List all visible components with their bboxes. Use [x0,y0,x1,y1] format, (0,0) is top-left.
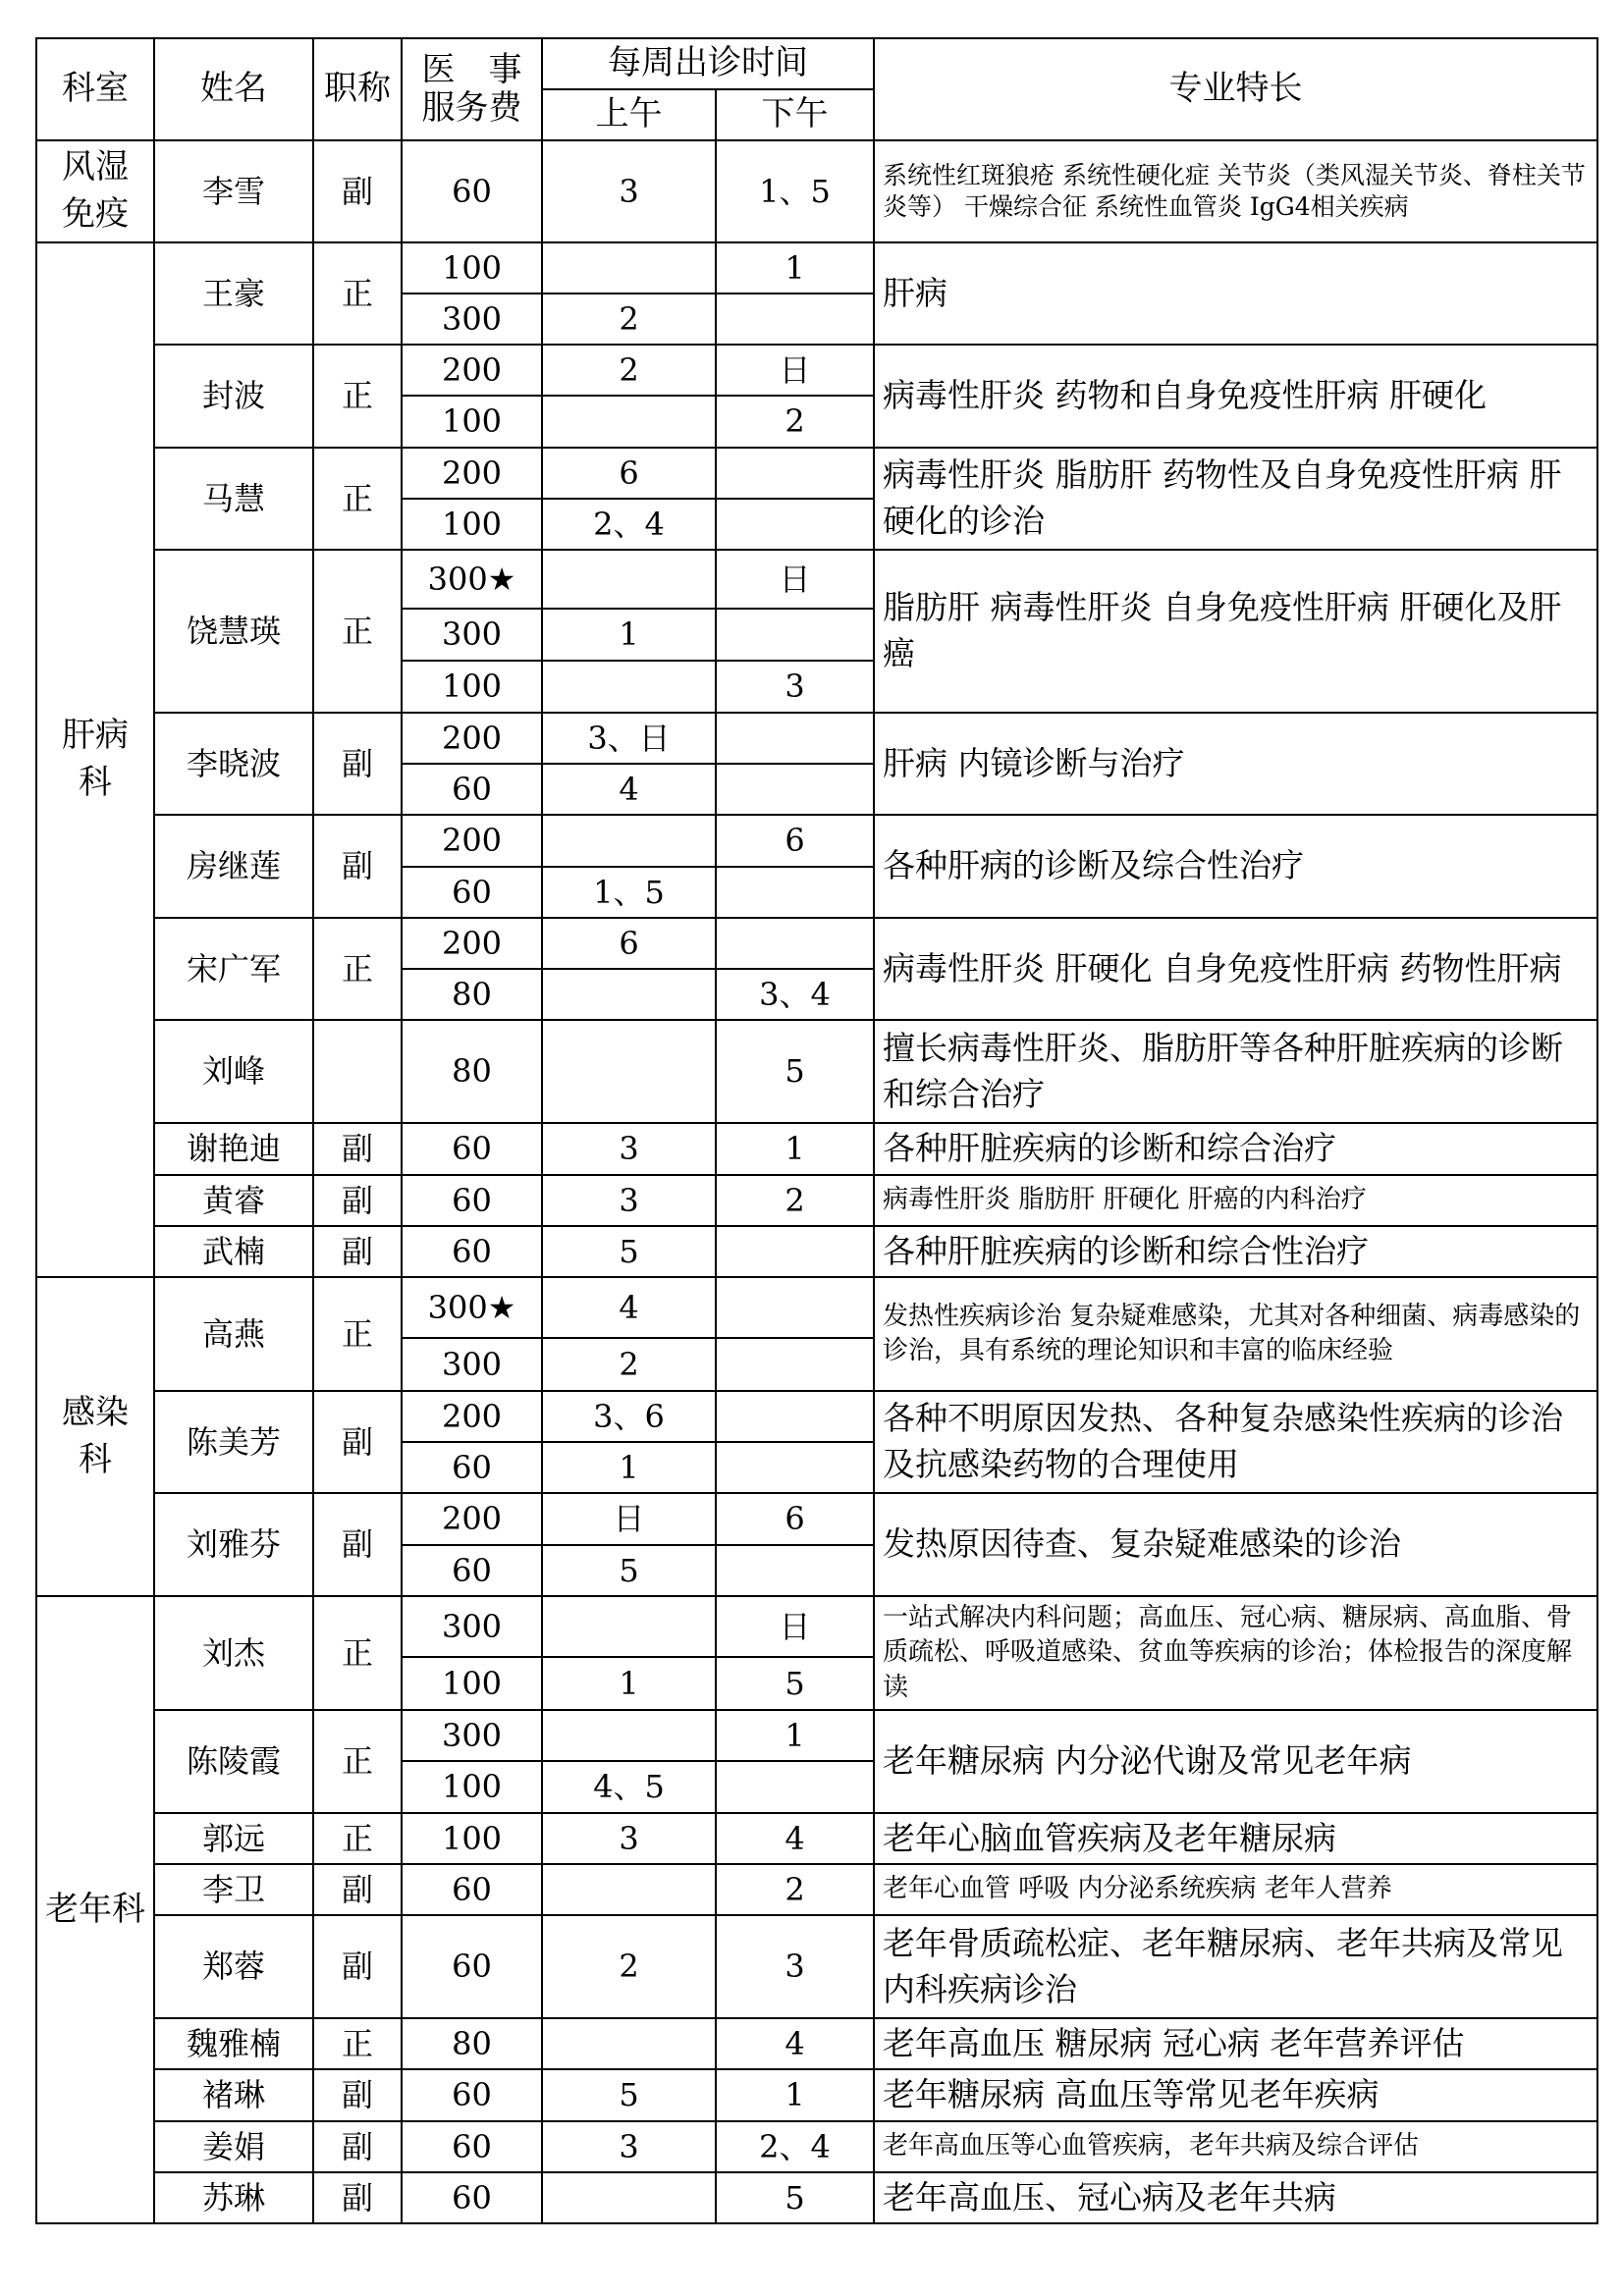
morning-schedule: 3、6 [542,1391,716,1442]
doctor-title: 正 [313,1277,402,1391]
service-fee: 200 [402,815,542,867]
specialty-cell: 老年高血压等心血管疾病，老年共病及综合评估 [874,2121,1597,2172]
morning-schedule: 6 [542,918,716,969]
service-fee: 60 [402,1442,542,1493]
header-specialty: 专业特长 [874,38,1597,140]
table-row [36,1813,1597,1864]
afternoon-schedule: 6 [716,1493,874,1545]
morning-schedule [542,815,716,867]
specialty-cell: 病毒性肝炎 脂肪肝 药物性及自身免疫性肝病 肝硬化的诊治 [874,448,1597,550]
doctor-title: 副 [313,1123,402,1175]
header-row-1 [36,38,1597,89]
afternoon-schedule: 3、4 [716,969,874,1020]
table-row [36,1226,1597,1277]
afternoon-schedule: 2、4 [716,2121,874,2172]
service-fee: 80 [402,2018,542,2069]
morning-schedule: 2 [542,345,716,396]
specialty-cell: 老年糖尿病 高血压等常见老年疾病 [874,2069,1597,2121]
doctor-title: 副 [313,1864,402,1915]
afternoon-schedule [716,499,874,550]
specialty-cell: 病毒性肝炎 肝硬化 自身免疫性肝病 药物性肝病 [874,918,1597,1020]
morning-schedule: 3 [542,2121,716,2172]
specialty-cell: 脂肪肝 病毒性肝炎 自身免疫性肝病 肝硬化及肝癌 [874,550,1597,713]
doctor-name: 封波 [154,345,313,448]
service-fee: 300 [402,1596,542,1657]
doctor-title: 正 [313,550,402,713]
morning-schedule: 3 [542,1175,716,1226]
afternoon-schedule [716,918,874,969]
morning-schedule: 4 [542,764,716,815]
service-fee: 60 [402,867,542,918]
morning-schedule [542,550,716,609]
doctor-title: 正 [313,1813,402,1864]
service-fee: 300★ [402,1277,542,1338]
service-fee: 200 [402,345,542,396]
header-fee-line2: 服务费 [421,88,522,128]
doctor-title: 正 [313,2018,402,2069]
morning-schedule: 2 [542,1338,716,1391]
specialty-cell: 发热原因待查、复杂疑难感染的诊治 [874,1493,1597,1596]
afternoon-schedule: 日 [716,1596,874,1657]
header-pm: 下午 [716,89,874,140]
afternoon-schedule [716,1277,874,1338]
doctor-title: 副 [313,2172,402,2223]
doctor-name: 苏琳 [154,2172,313,2223]
afternoon-schedule: 日 [716,345,874,396]
table-row [36,448,1597,499]
header-fee-line1: 医 事 [421,49,522,89]
service-fee: 100 [402,242,542,294]
doctor-name: 武楠 [154,1226,313,1277]
table-row [36,242,1597,294]
table-row [36,1175,1597,1226]
morning-schedule [542,396,716,448]
morning-schedule: 2、4 [542,499,716,550]
morning-schedule: 1 [542,1657,716,1710]
doctor-title: 正 [313,1710,402,1813]
specialty-cell: 系统性红斑狼疮 系统性硬化症 关节炎（类风湿关节炎、脊柱关节炎等） 干燥综合征 系统性血管炎 IgG4相关疾病 [874,140,1597,242]
morning-schedule: 3、日 [542,713,716,764]
afternoon-schedule [716,294,874,345]
doctor-title [313,1020,402,1123]
table-row [36,140,1597,242]
service-fee: 300 [402,609,542,661]
afternoon-schedule [716,1226,874,1277]
morning-schedule [542,2018,716,2069]
service-fee: 100 [402,499,542,550]
afternoon-schedule: 4 [716,1813,874,1864]
afternoon-schedule: 2 [716,396,874,448]
service-fee: 60 [402,1175,542,1226]
specialty-cell: 老年高血压、冠心病及老年共病 [874,2172,1597,2223]
morning-schedule: 1 [542,609,716,661]
department-cell: 风湿 免疫 [36,140,154,242]
afternoon-schedule [716,1545,874,1596]
morning-schedule [542,661,716,713]
department-cell: 肝病 科 [36,242,154,1277]
doctor-title: 正 [313,918,402,1020]
morning-schedule: 4 [542,1277,716,1338]
doctor-name: 谢艳迪 [154,1123,313,1175]
service-fee: 60 [402,2172,542,2223]
table-row [36,1596,1597,1657]
afternoon-schedule: 3 [716,661,874,713]
doctor-name: 刘雅芬 [154,1493,313,1596]
specialty-cell: 肝病 内镜诊断与治疗 [874,713,1597,815]
afternoon-schedule: 5 [716,2172,874,2223]
header-schedule: 每周出诊时间 [542,38,874,89]
service-fee: 80 [402,969,542,1020]
afternoon-schedule: 5 [716,1020,874,1123]
morning-schedule: 2 [542,294,716,345]
service-fee: 60 [402,1915,542,2018]
morning-schedule [542,969,716,1020]
doctor-name: 房继莲 [154,815,313,918]
service-fee: 200 [402,713,542,764]
department-cell: 老年科 [36,1596,154,2223]
morning-schedule: 3 [542,1813,716,1864]
afternoon-schedule [716,764,874,815]
afternoon-schedule: 4 [716,2018,874,2069]
doctor-title: 副 [313,713,402,815]
service-fee: 60 [402,1226,542,1277]
service-fee: 200 [402,1391,542,1442]
service-fee: 300 [402,1710,542,1761]
afternoon-schedule [716,1391,874,1442]
afternoon-schedule: 1 [716,1710,874,1761]
table-row [36,2121,1597,2172]
morning-schedule [542,1020,716,1123]
doctor-name: 郭远 [154,1813,313,1864]
afternoon-schedule: 1 [716,2069,874,2121]
doctor-title: 副 [313,815,402,918]
table-row [36,1864,1597,1915]
specialty-cell: 肝病 [874,242,1597,345]
specialty-cell: 各种肝脏疾病的诊断和综合治疗 [874,1123,1597,1175]
doctor-name: 马慧 [154,448,313,550]
morning-schedule [542,2172,716,2223]
specialty-cell: 老年糖尿病 内分泌代谢及常见老年病 [874,1710,1597,1813]
table-row [36,550,1597,609]
service-fee: 100 [402,1657,542,1710]
specialty-cell: 老年心脑血管疾病及老年糖尿病 [874,1813,1597,1864]
doctor-title: 副 [313,1175,402,1226]
afternoon-schedule: 1、5 [716,140,874,242]
doctor-name: 姜娟 [154,2121,313,2172]
service-fee: 200 [402,448,542,499]
specialty-cell: 病毒性肝炎 脂肪肝 肝硬化 肝癌的内科治疗 [874,1175,1597,1226]
doctor-name: 郑蓉 [154,1915,313,2018]
afternoon-schedule [716,1338,874,1391]
afternoon-schedule: 1 [716,242,874,294]
doctor-name: 黄睿 [154,1175,313,1226]
afternoon-schedule: 日 [716,550,874,609]
department-cell: 感染 科 [36,1277,154,1596]
morning-schedule: 6 [542,448,716,499]
specialty-cell: 一站式解决内科问题；高血压、冠心病、糖尿病、高血脂、骨质疏松、呼吸道感染、贫血等疾病的诊治；体检报告的深度解读 [874,1596,1597,1710]
morning-schedule [542,1596,716,1657]
header-dept: 科室 [36,38,154,140]
doctor-title: 正 [313,345,402,448]
doctor-name: 褚琳 [154,2069,313,2121]
table-row [36,1391,1597,1442]
service-fee: 300 [402,294,542,345]
schedule-body [36,38,1597,2223]
morning-schedule [542,1864,716,1915]
doctor-name: 高燕 [154,1277,313,1391]
table-row [36,2172,1597,2223]
table-row [36,713,1597,764]
specialty-cell: 老年骨质疏松症、老年糖尿病、老年共病及常见内科疾病诊治 [874,1915,1597,2018]
doctor-title: 正 [313,448,402,550]
service-fee: 60 [402,2121,542,2172]
service-fee: 60 [402,1864,542,1915]
afternoon-schedule: 5 [716,1657,874,1710]
header-fee [402,38,542,140]
morning-schedule: 5 [542,1545,716,1596]
doctor-title: 副 [313,140,402,242]
doctor-title: 副 [313,1493,402,1596]
service-fee: 100 [402,661,542,713]
table-row [36,918,1597,969]
afternoon-schedule: 2 [716,1175,874,1226]
table-row [36,1020,1597,1123]
doctor-title: 副 [313,2121,402,2172]
afternoon-schedule [716,1442,874,1493]
morning-schedule: 4、5 [542,1761,716,1813]
specialty-cell: 各种肝病的诊断及综合性治疗 [874,815,1597,918]
doctor-title: 副 [313,2069,402,2121]
morning-schedule [542,1710,716,1761]
service-fee: 100 [402,1813,542,1864]
doctor-title: 副 [313,1391,402,1493]
doctor-name: 陈美芳 [154,1391,313,1493]
service-fee: 80 [402,1020,542,1123]
specialty-cell: 各种不明原因发热、各种复杂感染性疾病的诊治及抗感染药物的合理使用 [874,1391,1597,1493]
doctor-title: 副 [313,1226,402,1277]
morning-schedule: 3 [542,1123,716,1175]
morning-schedule: 5 [542,2069,716,2121]
morning-schedule [542,242,716,294]
afternoon-schedule [716,867,874,918]
specialty-cell: 擅长病毒性肝炎、脂肪肝等各种肝脏疾病的诊断和综合治疗 [874,1020,1597,1123]
morning-schedule: 5 [542,1226,716,1277]
specialty-cell: 各种肝脏疾病的诊断和综合性治疗 [874,1226,1597,1277]
doctor-name: 饶慧瑛 [154,550,313,713]
morning-schedule: 日 [542,1493,716,1545]
doctor-name: 李雪 [154,140,313,242]
morning-schedule: 1 [542,1442,716,1493]
table-row [36,345,1597,396]
specialty-cell: 老年高血压 糖尿病 冠心病 老年营养评估 [874,2018,1597,2069]
table-row [36,815,1597,867]
doctor-name: 刘杰 [154,1596,313,1710]
specialty-cell: 病毒性肝炎 药物和自身免疫性肝病 肝硬化 [874,345,1597,448]
service-fee: 60 [402,140,542,242]
doctor-name: 刘峰 [154,1020,313,1123]
afternoon-schedule [716,448,874,499]
morning-schedule: 1、5 [542,867,716,918]
doctor-title: 正 [313,1596,402,1710]
afternoon-schedule: 3 [716,1915,874,2018]
service-fee: 200 [402,918,542,969]
afternoon-schedule [716,609,874,661]
service-fee: 60 [402,764,542,815]
table-row [36,1493,1597,1545]
doctor-name: 李卫 [154,1864,313,1915]
morning-schedule: 2 [542,1915,716,2018]
doctor-name: 魏雅楠 [154,2018,313,2069]
service-fee: 60 [402,1123,542,1175]
afternoon-schedule [716,713,874,764]
afternoon-schedule: 2 [716,1864,874,1915]
doctor-name: 李晓波 [154,713,313,815]
service-fee: 60 [402,2069,542,2121]
afternoon-schedule: 6 [716,815,874,867]
table-row [36,2018,1597,2069]
table-row [36,1915,1597,2018]
service-fee: 60 [402,1545,542,1596]
service-fee: 200 [402,1493,542,1545]
specialty-cell: 老年心血管 呼吸 内分泌系统疾病 老年人营养 [874,1864,1597,1915]
specialty-cell: 发热性疾病诊治 复杂疑难感染，尤其对各种细菌、病毒感染的诊治，具有系统的理论知识和丰富的临床经验 [874,1277,1597,1391]
doctor-title: 正 [313,242,402,345]
clinic-schedule-table [35,37,1598,2224]
afternoon-schedule [716,1761,874,1813]
morning-schedule: 3 [542,140,716,242]
table-row [36,1277,1597,1338]
service-fee: 300★ [402,550,542,609]
doctor-name: 宋广军 [154,918,313,1020]
service-fee: 300 [402,1338,542,1391]
header-title: 职称 [313,38,402,140]
service-fee: 100 [402,396,542,448]
header-name: 姓名 [154,38,313,140]
afternoon-schedule: 1 [716,1123,874,1175]
header-am: 上午 [542,89,716,140]
doctor-title: 副 [313,1915,402,2018]
service-fee: 100 [402,1761,542,1813]
doctor-name: 陈陵霞 [154,1710,313,1813]
table-row [36,2069,1597,2121]
table-row [36,1710,1597,1761]
doctor-name: 王豪 [154,242,313,345]
table-row [36,1123,1597,1175]
